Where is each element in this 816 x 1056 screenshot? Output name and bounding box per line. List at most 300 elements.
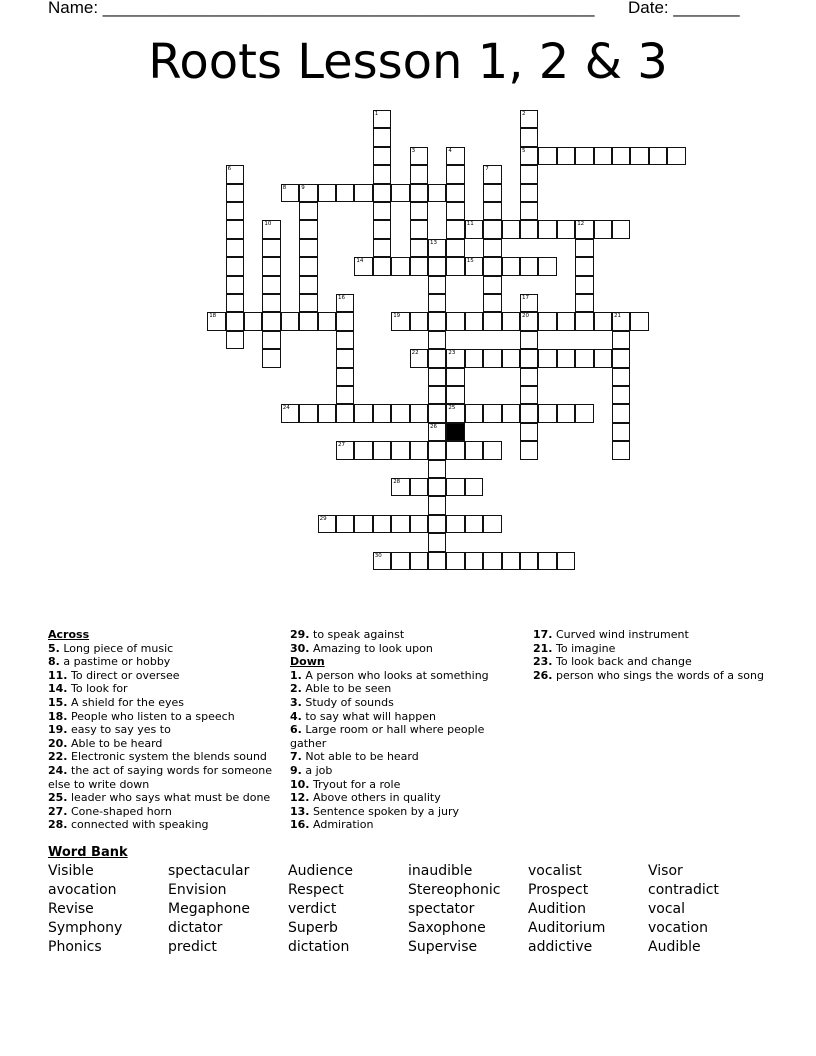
clue-number: 10 — [264, 221, 272, 228]
across-clue: 29. to speak against — [290, 628, 405, 641]
down-clue: 23. To look back and change — [533, 655, 692, 669]
grid-cell[interactable] — [465, 312, 483, 330]
word-bank-word: Stereophonic — [408, 882, 501, 898]
word-bank-word: contradict — [648, 882, 719, 898]
grid-cell[interactable] — [483, 220, 501, 238]
grid-cell[interactable] — [520, 404, 538, 422]
grid-cell[interactable] — [612, 312, 630, 330]
clue-number: 28 — [393, 479, 401, 485]
grid-cell[interactable] — [428, 257, 446, 275]
black-cell — [446, 423, 464, 441]
grid-cell[interactable] — [502, 312, 520, 330]
across-clue: 25. leader who says what must be done — [48, 791, 271, 805]
grid-cell[interactable] — [520, 184, 538, 202]
grid-cell[interactable] — [575, 239, 593, 257]
word-bank-word: Superb — [288, 920, 338, 936]
grid-cell[interactable] — [520, 368, 538, 386]
grid-cell[interactable] — [336, 184, 354, 202]
grid-cell[interactable] — [262, 331, 280, 349]
grid-cell[interactable] — [557, 147, 575, 165]
word-bank-word: vocalist — [528, 863, 582, 879]
clue-number: 24 — [282, 405, 290, 412]
grid-cell[interactable] — [354, 184, 372, 202]
word-bank-word: Visible — [48, 863, 94, 879]
grid-cell[interactable] — [465, 478, 483, 496]
word-bank-word: vocation — [648, 920, 708, 936]
grid-cell[interactable] — [428, 312, 446, 330]
clue-number: 30 — [374, 552, 382, 559]
grid-cell[interactable] — [594, 220, 612, 238]
grid-cell[interactable] — [226, 220, 244, 238]
grid-cell[interactable] — [428, 239, 446, 257]
grid-cell[interactable] — [262, 312, 280, 330]
grid-cell[interactable] — [446, 184, 464, 202]
grid-cell[interactable] — [410, 478, 428, 496]
grid-cell[interactable] — [391, 312, 409, 330]
grid-cell[interactable] — [354, 441, 372, 459]
grid-cell[interactable] — [502, 404, 520, 422]
grid-cell[interactable] — [391, 441, 409, 459]
grid-cell[interactable] — [336, 368, 354, 386]
clue-number: 25 — [448, 405, 456, 412]
grid-cell[interactable] — [373, 110, 391, 128]
grid-cell[interactable] — [281, 312, 299, 330]
grid-cell[interactable] — [538, 404, 556, 422]
across-clue: 15. A shield for the eyes — [48, 695, 185, 709]
name-field[interactable]: Name: ____________________________________________________ — [48, 0, 595, 17]
down-clue: 7. Not able to be heard — [290, 750, 419, 764]
grid-cell[interactable] — [483, 165, 501, 183]
clue-number: 1 — [374, 111, 379, 117]
word-bank-word: Phonics — [48, 939, 102, 955]
grid-cell[interactable] — [428, 460, 446, 478]
grid-cell[interactable] — [373, 128, 391, 146]
clues-column-3 — [533, 628, 765, 682]
grid-cell[interactable] — [446, 515, 464, 533]
clue-number: 17 — [522, 295, 529, 301]
word-bank-word: Envision — [168, 882, 227, 898]
across-clue: 20. Able to be heard — [48, 736, 163, 750]
down-heading: Down — [290, 655, 325, 669]
grid-cell[interactable] — [299, 184, 317, 202]
across-clue: 28. connected with speaking — [48, 818, 209, 832]
grid-cell[interactable] — [299, 220, 317, 238]
grid-cell[interactable] — [391, 552, 409, 570]
grid-cell[interactable] — [520, 331, 538, 349]
word-bank-word: Auditorium — [528, 920, 606, 936]
grid-cell[interactable] — [483, 276, 501, 294]
grid-cell[interactable] — [538, 312, 556, 330]
clues-column-2 — [290, 628, 522, 832]
grid-cell[interactable] — [575, 312, 593, 330]
grid-cell[interactable] — [594, 147, 612, 165]
word-bank-word: Audible — [648, 939, 701, 955]
down-clue: 3. Study of sounds — [290, 695, 394, 709]
grid-cell[interactable] — [446, 257, 464, 275]
grid-cell[interactable] — [520, 386, 538, 404]
grid-cell[interactable] — [391, 515, 409, 533]
grid-cell[interactable] — [575, 147, 593, 165]
grid-cell[interactable] — [262, 349, 280, 367]
grid-cell[interactable] — [612, 147, 630, 165]
grid-cell[interactable] — [391, 404, 409, 422]
grid-cell[interactable] — [428, 368, 446, 386]
grid-cell[interactable] — [318, 184, 336, 202]
grid-cell[interactable] — [410, 404, 428, 422]
grid-cell[interactable] — [502, 552, 520, 570]
across-clue: 19. easy to say yes to — [48, 723, 171, 737]
grid-cell[interactable] — [557, 404, 575, 422]
grid-cell[interactable] — [465, 515, 483, 533]
word-bank-word: Prospect — [528, 882, 589, 898]
word-bank-word: dictator — [168, 920, 223, 936]
grid-cell[interactable] — [502, 257, 520, 275]
down-clue: 13. Sentence spoken by a jury — [290, 804, 460, 818]
grid-cell[interactable] — [483, 257, 501, 275]
grid-cell[interactable] — [336, 515, 354, 533]
grid-cell[interactable] — [428, 331, 446, 349]
grid-cell[interactable] — [446, 202, 464, 220]
grid-cell[interactable] — [410, 165, 428, 183]
clue-number: 3 — [411, 147, 416, 154]
grid-cell[interactable] — [446, 441, 464, 459]
across-clue: 5. Long piece of music — [48, 641, 174, 655]
clue-number: 23 — [448, 350, 456, 357]
grid-cell[interactable] — [410, 239, 428, 257]
grid-cell[interactable] — [410, 312, 428, 330]
grid-cell[interactable] — [373, 404, 391, 422]
grid-cell[interactable] — [299, 257, 317, 275]
grid-cell[interactable] — [281, 404, 299, 422]
grid-cell[interactable] — [446, 552, 464, 570]
down-clue: 9. a job — [290, 763, 333, 777]
grid-cell[interactable] — [428, 441, 446, 459]
grid-cell[interactable] — [446, 165, 464, 183]
grid-cell[interactable] — [428, 533, 446, 551]
grid-cell[interactable] — [502, 220, 520, 238]
grid-cell[interactable] — [446, 349, 464, 367]
grid-cell[interactable] — [446, 312, 464, 330]
grid-cell[interactable] — [391, 478, 409, 496]
grid-cell[interactable] — [465, 349, 483, 367]
grid-cell[interactable] — [465, 257, 483, 275]
grid-cell[interactable] — [373, 257, 391, 275]
grid-cell[interactable] — [520, 128, 538, 146]
across-clue: 18. People who listen to a speech — [48, 709, 235, 723]
clue-number: 13 — [430, 239, 437, 246]
grid-cell[interactable] — [446, 368, 464, 386]
grid-cell[interactable] — [354, 257, 372, 275]
grid-cell[interactable] — [373, 239, 391, 257]
grid-cell[interactable] — [336, 386, 354, 404]
grid-cell[interactable] — [318, 404, 336, 422]
grid-cell[interactable] — [630, 312, 648, 330]
down-clue: 16. Admiration — [290, 818, 374, 832]
down-clue: 4. to say what will happen — [290, 709, 436, 723]
grid-cell[interactable] — [226, 257, 244, 275]
across-clue: 11. To direct or oversee — [48, 668, 180, 682]
grid-cell[interactable] — [520, 423, 538, 441]
clue-number: 8 — [282, 184, 287, 191]
grid-cell[interactable] — [520, 165, 538, 183]
grid-cell[interactable] — [336, 331, 354, 349]
word-bank-word: Revise — [48, 901, 94, 917]
down-clue: 12. Above others in quality — [290, 791, 441, 805]
grid-cell[interactable] — [483, 349, 501, 367]
grid-cell[interactable] — [667, 147, 685, 165]
grid-cell[interactable] — [538, 147, 556, 165]
grid-cell[interactable] — [483, 441, 501, 459]
word-bank-word: spectacular — [168, 863, 250, 879]
word-bank-word: predict — [168, 939, 217, 955]
grid-cell[interactable] — [612, 404, 630, 422]
grid-cell[interactable] — [575, 257, 593, 275]
grid-cell[interactable] — [428, 515, 446, 533]
word-bank-word: Visor — [648, 863, 683, 879]
word-bank-word: vocal — [648, 901, 686, 917]
grid-cell[interactable] — [520, 312, 538, 330]
grid-cell[interactable] — [465, 552, 483, 570]
grid-cell[interactable] — [410, 552, 428, 570]
grid-cell[interactable] — [594, 312, 612, 330]
grid-cell[interactable] — [410, 202, 428, 220]
down-clue: 10. Tryout for a role — [290, 777, 401, 791]
clues-column-1 — [48, 628, 280, 832]
word-bank-word: Symphony — [48, 920, 123, 936]
grid-cell[interactable] — [520, 202, 538, 220]
word-bank-title: Word Bank — [48, 845, 128, 860]
grid-cell[interactable] — [557, 349, 575, 367]
grid-cell[interactable] — [391, 184, 409, 202]
grid-cell[interactable] — [483, 184, 501, 202]
grid-cell[interactable] — [575, 349, 593, 367]
grid-cell[interactable] — [373, 184, 391, 202]
grid-cell[interactable] — [373, 515, 391, 533]
grid-cell[interactable] — [612, 368, 630, 386]
grid-cell[interactable] — [373, 220, 391, 238]
down-clue: 1. A person who looks at something — [290, 668, 489, 682]
grid-cell[interactable] — [594, 349, 612, 367]
clue-number: 27 — [338, 442, 345, 449]
clue-number: 20 — [522, 313, 529, 320]
grid-cell[interactable] — [465, 441, 483, 459]
grid-cell[interactable] — [483, 552, 501, 570]
down-clue: 17. Curved wind instrument — [533, 628, 689, 641]
across-clue: 14. To look for — [48, 682, 128, 696]
down-clue: 26. person who sings the words of a song — [533, 668, 764, 682]
grid-cell[interactable] — [446, 478, 464, 496]
grid-cell[interactable] — [575, 404, 593, 422]
grid-cell[interactable] — [612, 331, 630, 349]
grid-cell[interactable] — [520, 257, 538, 275]
grid-cell[interactable] — [575, 294, 593, 312]
grid-cell[interactable] — [226, 165, 244, 183]
grid-cell[interactable] — [318, 515, 336, 533]
grid-cell[interactable] — [538, 257, 556, 275]
grid-cell[interactable] — [244, 312, 262, 330]
grid-cell[interactable] — [226, 184, 244, 202]
clue-number: 14 — [356, 258, 364, 265]
grid-cell[interactable] — [428, 496, 446, 514]
grid-cell[interactable] — [299, 202, 317, 220]
clue-number: 22 — [411, 350, 419, 357]
grid-cell[interactable] — [612, 423, 630, 441]
grid-cell[interactable] — [612, 349, 630, 367]
grid-cell[interactable] — [262, 257, 280, 275]
grid-cell[interactable] — [483, 202, 501, 220]
grid-cell[interactable] — [557, 552, 575, 570]
grid-cell[interactable] — [575, 276, 593, 294]
grid-cell[interactable] — [373, 165, 391, 183]
clue-number: 21 — [614, 313, 621, 320]
grid-cell[interactable] — [262, 239, 280, 257]
clue-number: 11 — [466, 221, 474, 228]
grid-cell[interactable] — [446, 239, 464, 257]
grid-cell[interactable] — [428, 294, 446, 312]
grid-cell[interactable] — [226, 276, 244, 294]
date-field[interactable]: Date: _______ — [628, 0, 740, 17]
clue-number: 2 — [522, 111, 526, 117]
grid-cell[interactable] — [373, 147, 391, 165]
down-clue: 2. Able to be seen — [290, 682, 392, 696]
grid-cell[interactable] — [262, 294, 280, 312]
grid-cell[interactable] — [428, 552, 446, 570]
grid-cell[interactable] — [428, 423, 446, 441]
grid-cell[interactable] — [391, 257, 409, 275]
grid-cell[interactable] — [502, 349, 520, 367]
grid-cell[interactable] — [226, 202, 244, 220]
clue-number: 9 — [301, 184, 305, 191]
grid-cell[interactable] — [207, 312, 225, 330]
word-bank-word: addictive — [528, 939, 593, 955]
grid-cell[interactable] — [612, 441, 630, 459]
grid-cell[interactable] — [520, 552, 538, 570]
grid-cell[interactable] — [428, 404, 446, 422]
grid-cell[interactable] — [520, 294, 538, 312]
clue-number: 15 — [466, 258, 474, 265]
clue-number: 6 — [227, 166, 232, 173]
grid-cell[interactable] — [410, 220, 428, 238]
across-heading: Across — [48, 628, 90, 641]
down-clue: 21. To imagine — [533, 641, 616, 655]
clue-number: 4 — [448, 147, 452, 154]
grid-cell[interactable] — [446, 404, 464, 422]
grid-cell[interactable] — [520, 441, 538, 459]
grid-cell[interactable] — [336, 294, 354, 312]
word-bank-word: Supervise — [408, 939, 478, 955]
across-clue: 27. Cone-shaped horn — [48, 804, 172, 818]
grid-cell[interactable] — [226, 294, 244, 312]
clue-number: 7 — [485, 166, 489, 173]
grid-cell[interactable] — [465, 220, 483, 238]
grid-cell[interactable] — [428, 184, 446, 202]
grid-cell[interactable] — [649, 147, 667, 165]
grid-cell[interactable] — [299, 312, 317, 330]
word-bank-word: inaudible — [408, 863, 473, 879]
grid-cell[interactable] — [520, 349, 538, 367]
across-clue: 22. Electronic system the blends sound — [48, 750, 267, 764]
grid-cell[interactable] — [446, 147, 464, 165]
grid-cell[interactable] — [410, 257, 428, 275]
clue-number: 29 — [319, 515, 327, 522]
grid-cell[interactable] — [428, 349, 446, 367]
grid-cell[interactable] — [410, 147, 428, 165]
grid-cell[interactable] — [557, 220, 575, 238]
grid-cell[interactable] — [520, 110, 538, 128]
grid-cell[interactable] — [630, 147, 648, 165]
word-bank-word: Megaphone — [168, 901, 250, 917]
grid-cell[interactable] — [299, 276, 317, 294]
word-bank-word: Audience — [288, 863, 354, 879]
grid-cell[interactable] — [557, 312, 575, 330]
grid-cell[interactable] — [226, 239, 244, 257]
grid-cell[interactable] — [336, 441, 354, 459]
grid-cell[interactable] — [373, 202, 391, 220]
grid-cell[interactable] — [428, 276, 446, 294]
grid-cell[interactable] — [226, 331, 244, 349]
grid-cell[interactable] — [538, 552, 556, 570]
grid-cell[interactable] — [575, 220, 593, 238]
grid-cell[interactable] — [612, 220, 630, 238]
clue-number: 19 — [393, 313, 401, 320]
grid-cell[interactable] — [538, 349, 556, 367]
grid-cell[interactable] — [483, 312, 501, 330]
grid-cell[interactable] — [318, 312, 336, 330]
grid-cell[interactable] — [299, 294, 317, 312]
grid-cell[interactable] — [483, 404, 501, 422]
grid-cell[interactable] — [538, 220, 556, 238]
word-bank-word: verdict — [288, 901, 337, 917]
grid-cell[interactable] — [483, 294, 501, 312]
word-bank-word: dictation — [288, 939, 350, 955]
grid-cell[interactable] — [281, 184, 299, 202]
grid-cell[interactable] — [612, 386, 630, 404]
grid-cell[interactable] — [410, 515, 428, 533]
clue-number: 16 — [338, 295, 345, 301]
grid-cell[interactable] — [373, 552, 391, 570]
grid-cell[interactable] — [299, 239, 317, 257]
grid-cell[interactable] — [226, 312, 244, 330]
grid-cell[interactable] — [428, 386, 446, 404]
grid-cell[interactable] — [520, 147, 538, 165]
grid-cell[interactable] — [410, 184, 428, 202]
word-bank-word: avocation — [48, 882, 117, 898]
grid-cell[interactable] — [336, 404, 354, 422]
grid-cell[interactable] — [446, 386, 464, 404]
grid-cell[interactable] — [336, 349, 354, 367]
grid-cell[interactable] — [373, 441, 391, 459]
grid-cell[interactable] — [299, 404, 317, 422]
grid-cell[interactable] — [354, 404, 372, 422]
grid-cell[interactable] — [465, 404, 483, 422]
grid-cell[interactable] — [520, 220, 538, 238]
grid-cell[interactable] — [262, 276, 280, 294]
grid-cell[interactable] — [483, 239, 501, 257]
across-clue: 8. a pastime or hobby — [48, 655, 171, 669]
grid-cell[interactable] — [446, 220, 464, 238]
grid-cell[interactable] — [483, 515, 501, 533]
clue-number: 18 — [209, 313, 217, 320]
grid-cell[interactable] — [336, 312, 354, 330]
grid-cell[interactable] — [410, 441, 428, 459]
grid-cell[interactable] — [262, 220, 280, 238]
grid-cell[interactable] — [354, 515, 372, 533]
grid-cell[interactable] — [410, 349, 428, 367]
word-bank-word: Respect — [288, 882, 344, 898]
grid-cell[interactable] — [428, 478, 446, 496]
clue-number: 26 — [430, 423, 437, 430]
across-clue: 24. the act of saying words for someone else to write down — [48, 763, 273, 791]
